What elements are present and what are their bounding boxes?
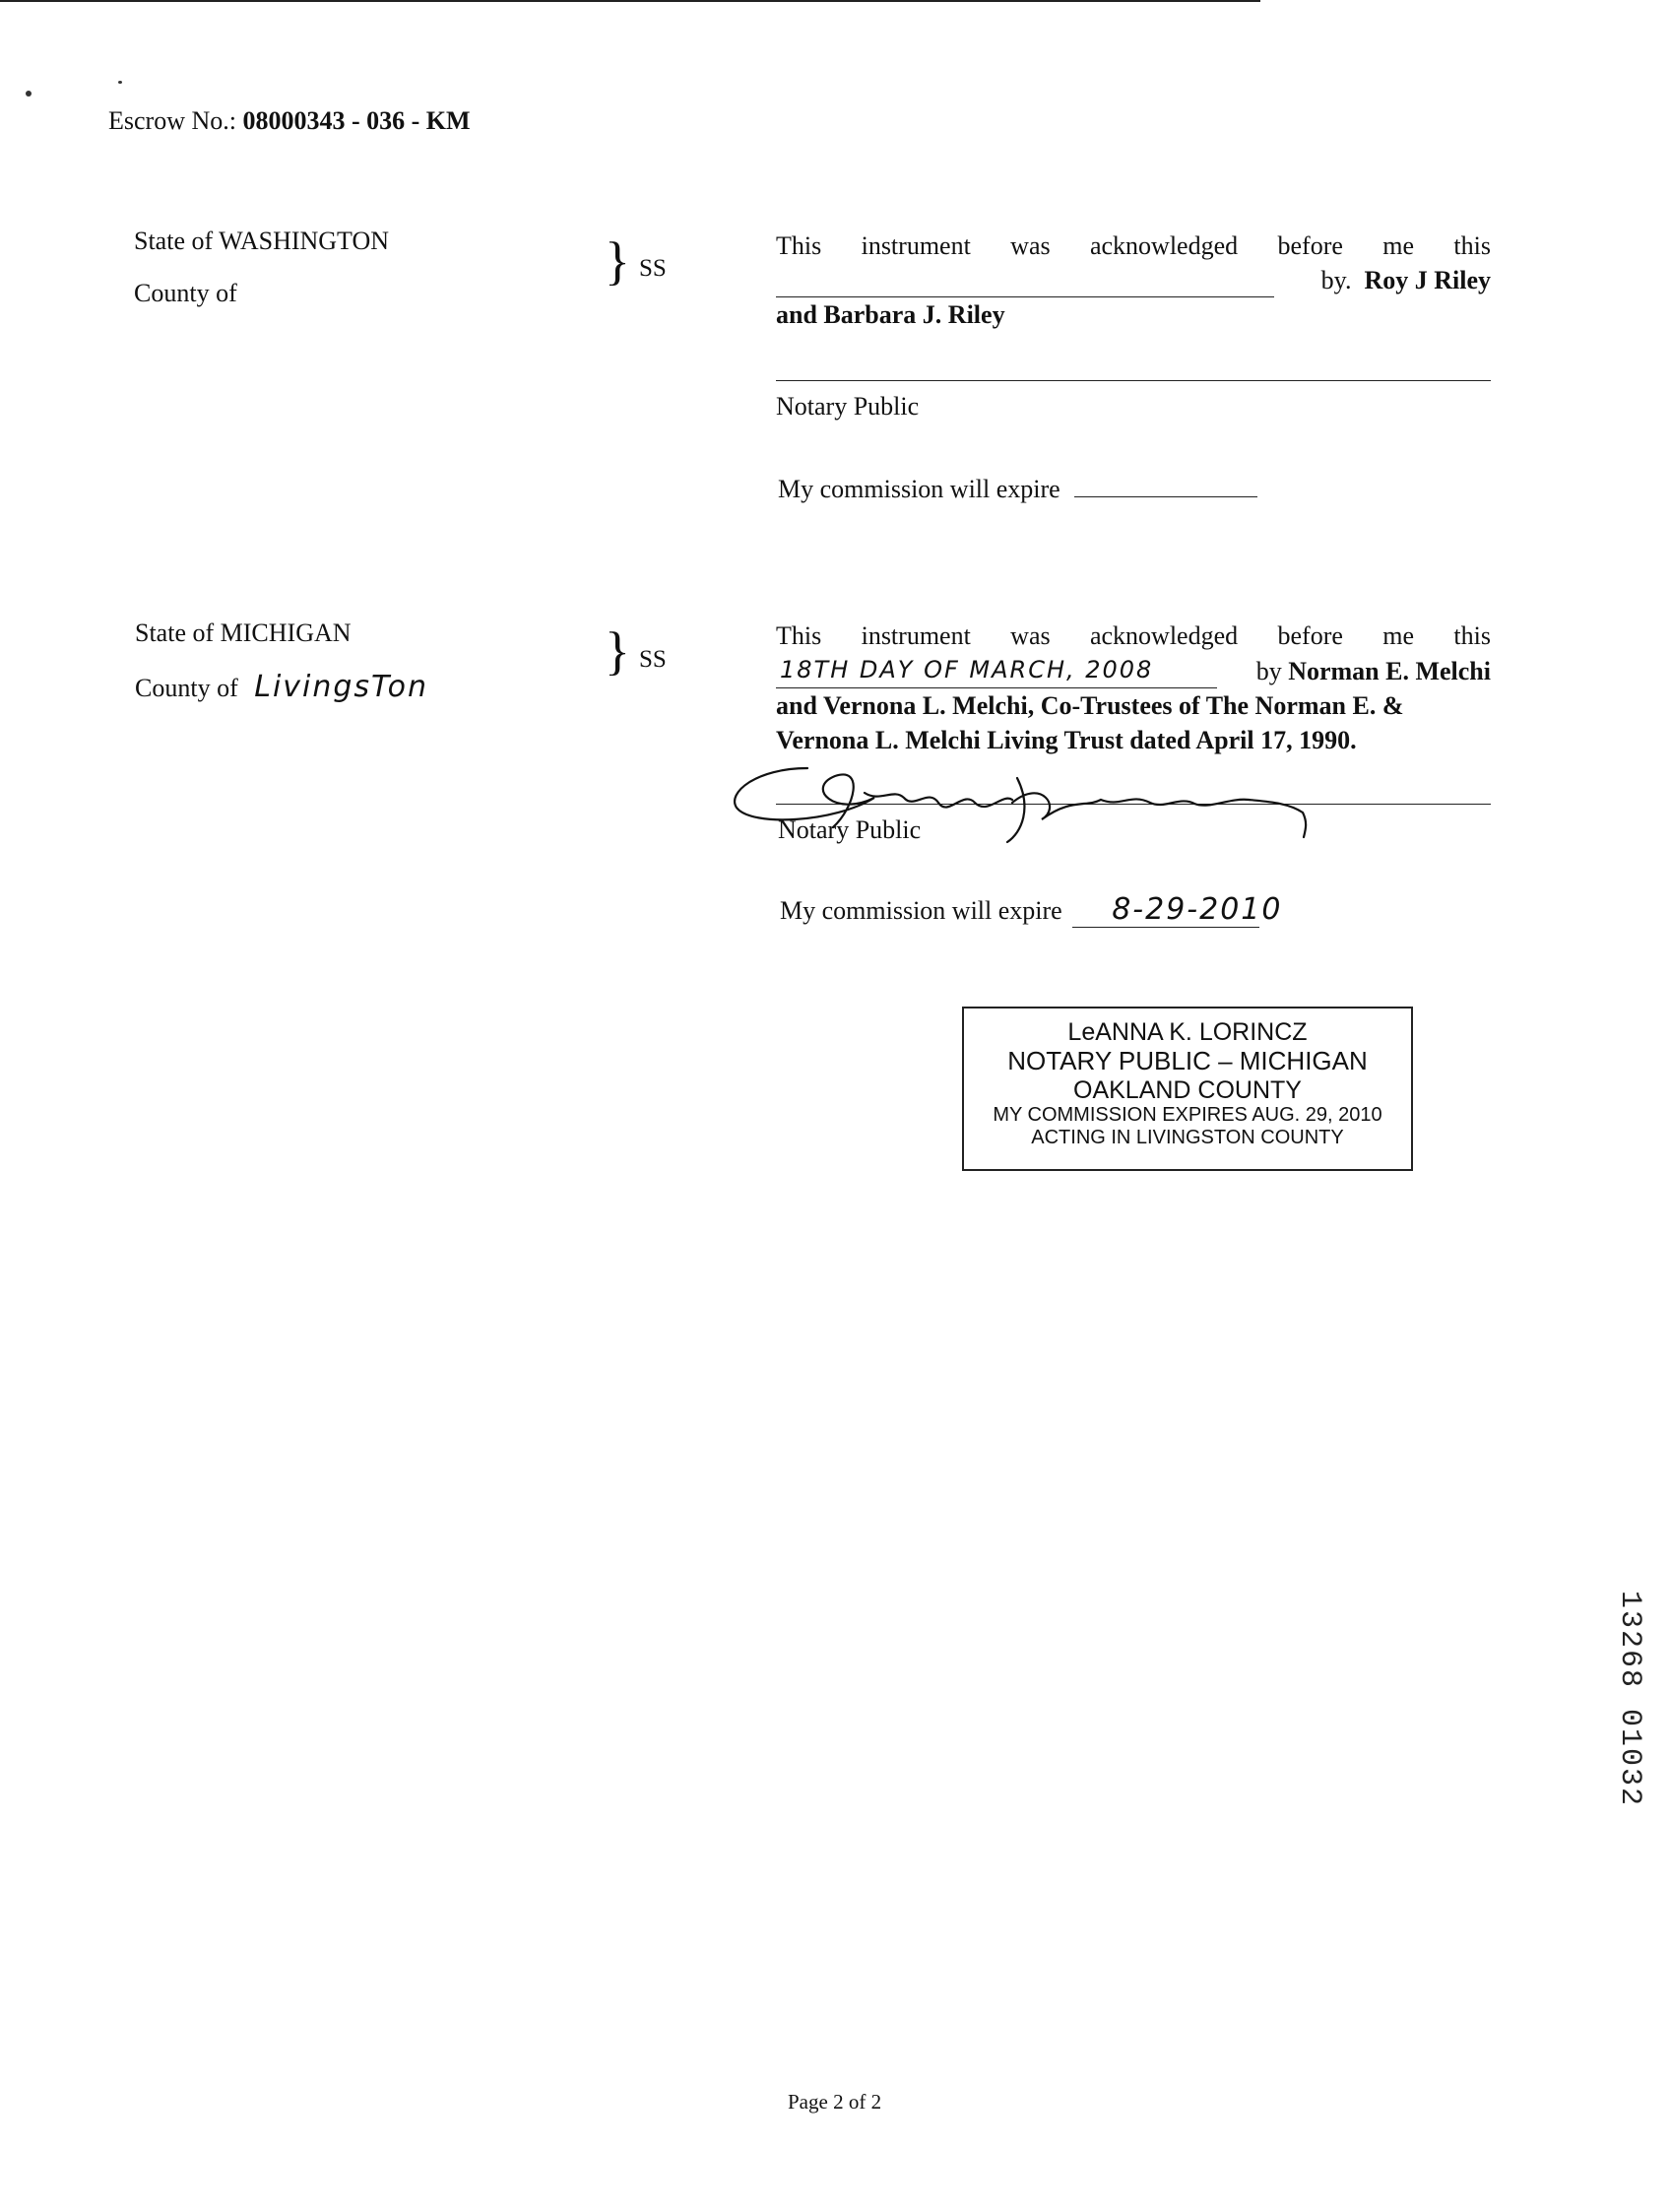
- signer-line-2: and Vernona L. Melchi, Co-Trustees of The Norman E. &: [776, 691, 1404, 720]
- notary-public-label-2: Notary Public: [778, 815, 922, 844]
- ack2-line-1: [776, 618, 1491, 653]
- acknowledgment-1: [776, 228, 1491, 332]
- commission-label-1: My commission will expire: [778, 475, 1060, 503]
- stamp-acting-county: ACTING IN LIVINGSTON COUNTY: [1031, 1127, 1344, 1149]
- brace-2: }: [605, 621, 630, 681]
- signer-norman-melchi: Norman E. Melchi: [1288, 657, 1491, 685]
- ack-word: was: [1010, 231, 1051, 260]
- by-text-1: by.: [1320, 266, 1352, 294]
- county-handwritten: LivingsTon: [254, 670, 429, 704]
- commission-expire-2: [780, 892, 1283, 928]
- scan-top-edge: [0, 0, 1260, 2]
- scan-speck: [26, 91, 32, 97]
- state-michigan: State of MICHIGAN: [135, 618, 352, 647]
- ack-word: before: [1277, 621, 1343, 650]
- county-label-2: County of: [135, 674, 238, 702]
- ack-word: this: [1453, 231, 1491, 260]
- ack-word: me: [1382, 231, 1415, 260]
- stamp-county: OAKLAND COUNTY: [1073, 1075, 1302, 1104]
- ss-1: SS: [639, 255, 667, 282]
- commission-expire-1: [778, 472, 1257, 506]
- ack-word: instrument: [861, 621, 971, 650]
- notary-stamp: [962, 1007, 1413, 1171]
- ack2-line-2: [776, 653, 1491, 688]
- ack-word: before: [1277, 231, 1343, 260]
- escrow-value: 08000343 - 036 - KM: [242, 106, 471, 135]
- ack-line-2: [776, 263, 1491, 297]
- county-livingston: [135, 670, 428, 704]
- ss-2: SS: [639, 646, 667, 673]
- signer-line-3: Vernona L. Melchi Living Trust dated April 17, 1990.: [776, 726, 1357, 754]
- ack-word: was: [1010, 621, 1051, 650]
- ack-word: acknowledged: [1089, 231, 1239, 260]
- ack-word: me: [1382, 621, 1415, 650]
- stamp-notary-title: NOTARY PUBLIC – MICHIGAN: [1007, 1045, 1368, 1075]
- commission-date-handwritten: 8-29-2010: [1072, 892, 1259, 928]
- stamp-notary-name: LeANNA K. LORINCZ: [1067, 1018, 1308, 1046]
- ack-word: This: [776, 621, 822, 650]
- ack-word: instrument: [861, 231, 971, 260]
- date-blank-line-1: [776, 271, 1274, 297]
- page-number: Page 2 of 2: [788, 2090, 882, 2114]
- signer-roy-riley: Roy J Riley: [1364, 266, 1491, 294]
- county-label-1: County of: [134, 279, 237, 307]
- state-washington: State of WASHINGTON: [134, 227, 390, 255]
- commission-blank-line-1: [1074, 477, 1257, 497]
- notary-signature-line-1: [776, 380, 1491, 381]
- scan-speck: [118, 81, 122, 84]
- side-document-number: 13268 01032: [1613, 1591, 1646, 1808]
- commission-label-2: My commission will expire: [780, 896, 1062, 925]
- escrow-number: [108, 106, 471, 136]
- ack-word: this: [1453, 621, 1491, 650]
- stamp-expiry: MY COMMISSION EXPIRES AUG. 29, 2010: [993, 1104, 1382, 1127]
- brace-1: }: [605, 231, 630, 291]
- notary-public-label-1: Notary Public: [776, 392, 920, 421]
- ack-word: acknowledged: [1089, 621, 1239, 650]
- ack-word: This: [776, 231, 822, 260]
- by-text-2: by: [1255, 657, 1282, 685]
- date-handwritten: 18TH DAY OF MARCH, 2008: [776, 653, 1217, 688]
- signer-barbara-riley: and Barbara J. Riley: [776, 300, 1005, 329]
- ack-line-1: [776, 228, 1491, 263]
- acknowledgment-2: [776, 618, 1491, 757]
- escrow-label: Escrow No.:: [108, 106, 236, 135]
